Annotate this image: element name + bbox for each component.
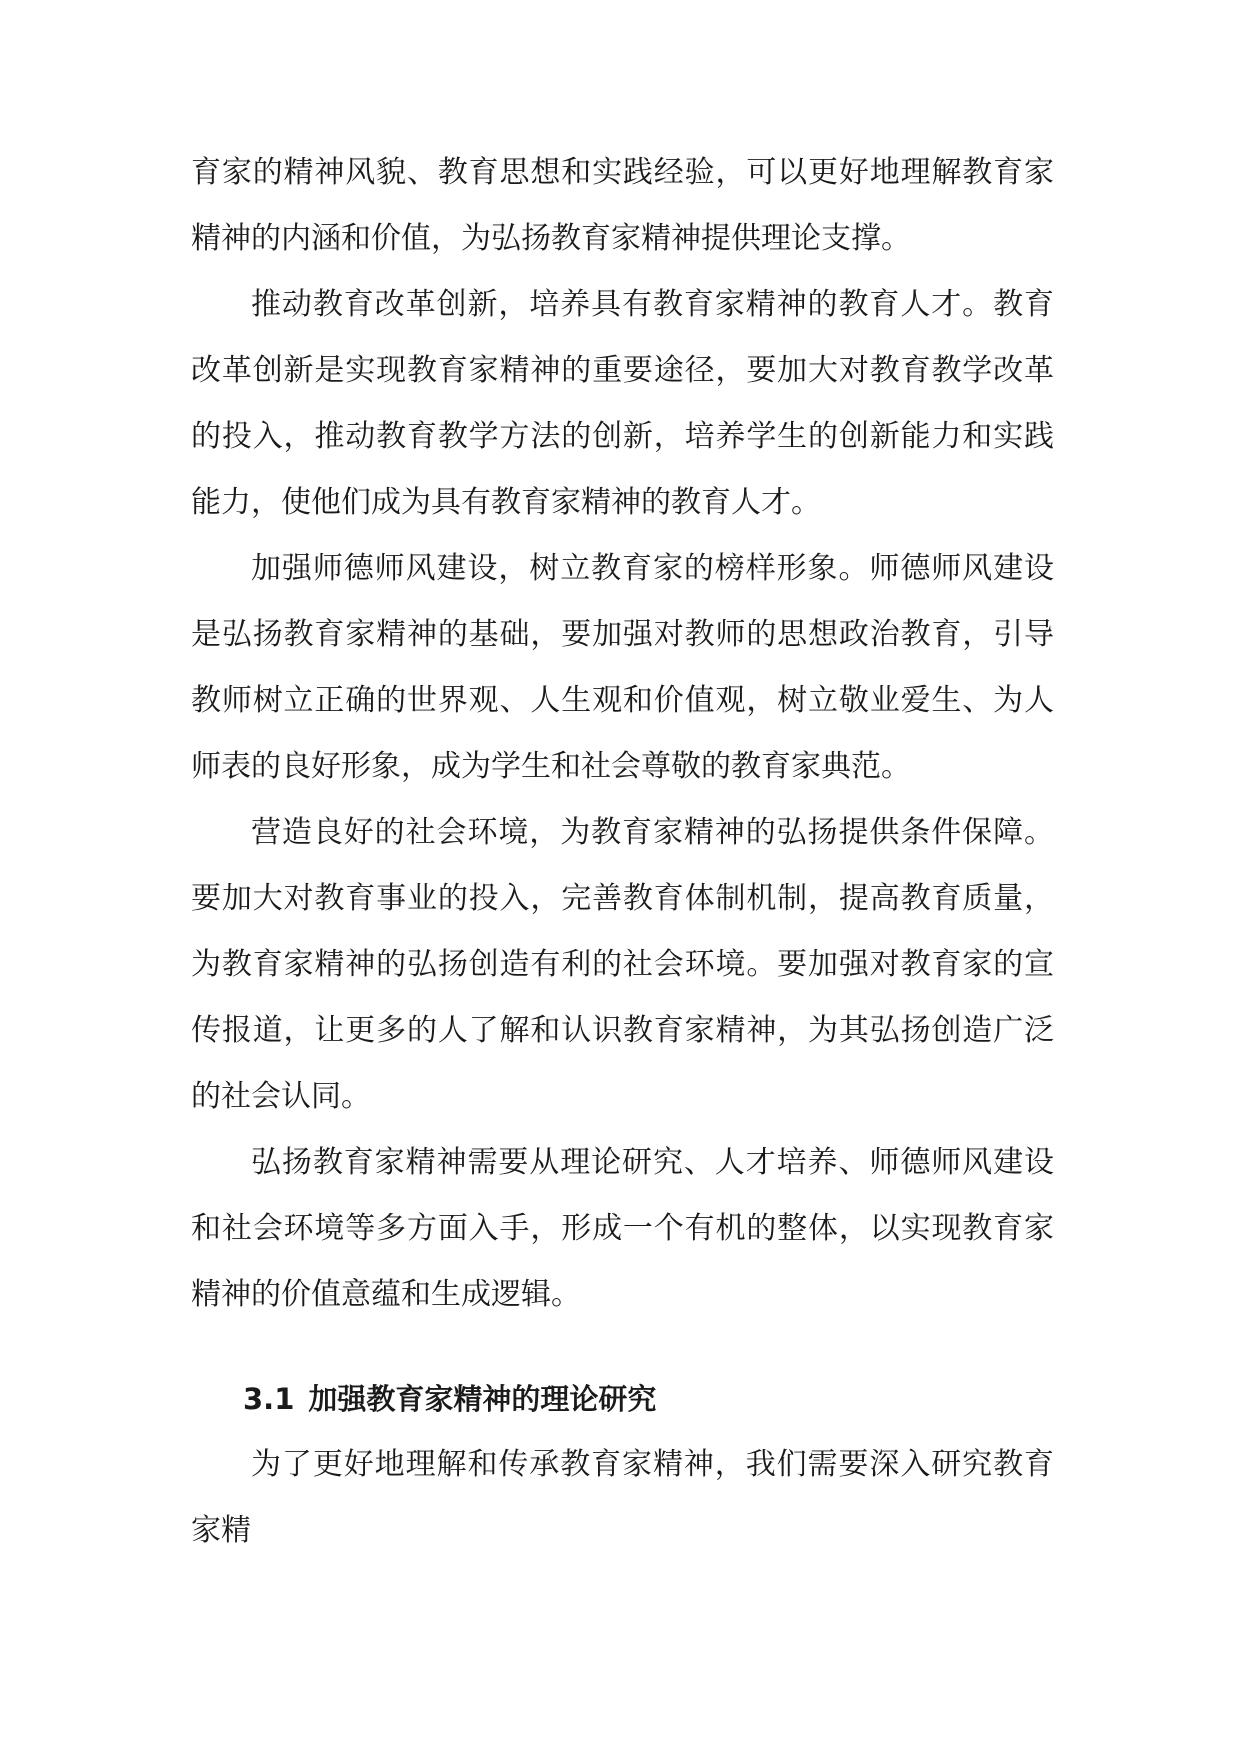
section-title: 加强教育家精神的理论研究	[308, 1382, 657, 1416]
paragraph: 营造良好的社会环境，为教育家精神的弘扬提供条件保障。要加大对教育事业的投入，完善教育体制机制，提高教育质量，为教育家精神的弘扬创造有利的社会环境。要加强对教育家的宣传报道，让更多的人了解和认识教育家精神，为其弘扬创造广泛的社会认同。	[191, 815, 1054, 1114]
paragraph: 弘扬教育家精神需要从理论研究、人才培养、师德师风建设和社会环境等多方面入手，形成一个有机的整体，以实现教育家精神的价值意蕴和生成逻辑。	[191, 1145, 1054, 1312]
paragraph: 推动教育改革创新，培养具有教育家精神的教育人才。教育改革创新是实现教育家精神的重要途径，要加大对教育教学改革的投入，推动教育教学方法的创新，培养学生的创新能力和实践能力，使他们成为具有教育家精神的教育人才。	[191, 287, 1054, 520]
section-number: 3.1	[243, 1382, 295, 1416]
section-heading	[191, 1366, 1054, 1432]
paragraph: 加强师德师风建设，树立教育家的榜样形象。师德师风建设是弘扬教育家精神的基础，要加强对教师的思想政治教育，引导教师树立正确的世界观、人生观和价值观，树立敬业爱生、为人师表的良好形象，成为学生和社会尊敬的教育家典范。	[191, 551, 1054, 784]
document-body	[191, 140, 1054, 1564]
paragraph: 为了更好地理解和传承教育家精神，我们需要深入研究教育家精	[191, 1447, 1054, 1548]
paragraph: 育家的精神风貌、教育思想和实践经验，可以更好地理解教育家精神的内涵和价值，为弘扬教育家精神提供理论支撑。	[191, 155, 1054, 256]
